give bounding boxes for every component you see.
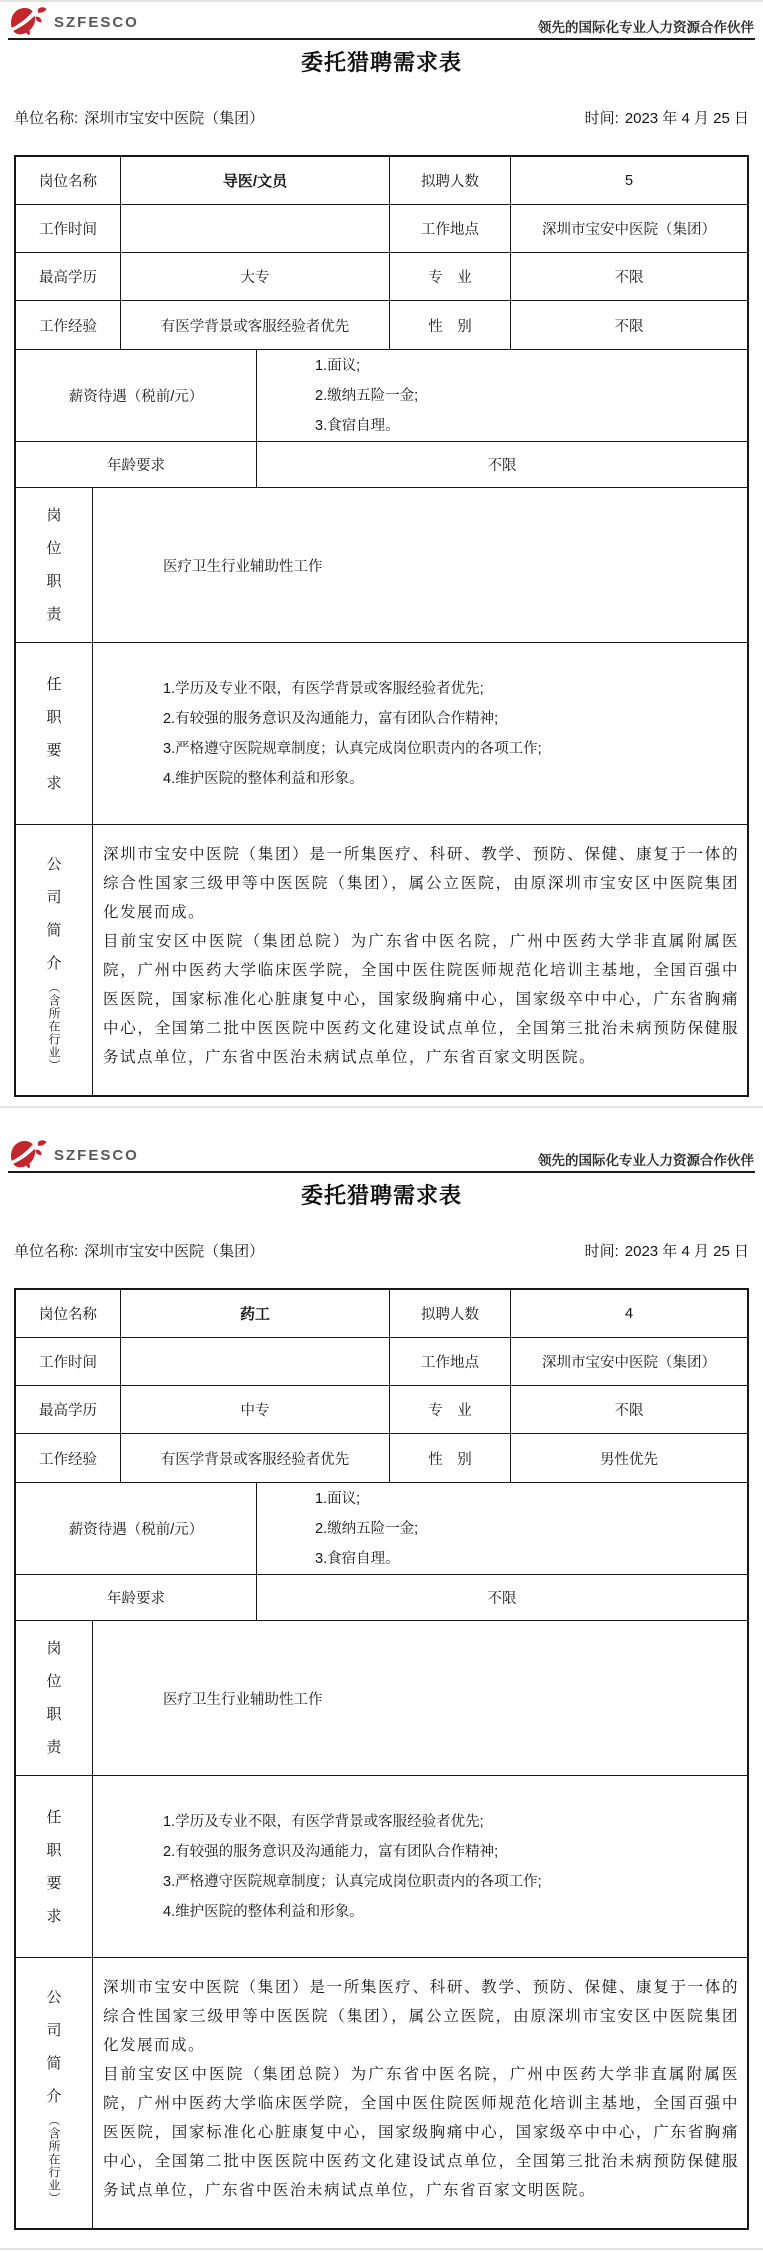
gender-value: 不限 (510, 301, 747, 349)
table-row-salary (16, 349, 747, 441)
table-row-experience (16, 1433, 747, 1482)
requirements-label-char: 职 (46, 708, 62, 726)
form-meta-row (14, 107, 749, 128)
location-value: 深圳市宝安中医院（集团） (510, 1338, 747, 1385)
duty-label-char: 职 (46, 1706, 62, 1723)
table-row-position (16, 157, 747, 204)
position-value: 药工 (120, 1290, 389, 1337)
duty-label-char: 岗 (46, 507, 62, 524)
requirement-line: 1.学历及专业不限，有医学背景或客服经验者优先; (163, 1813, 484, 1830)
table-row-company (16, 824, 747, 1095)
table-row-age (16, 1574, 747, 1620)
salary-line: 3.食宿自理。 (315, 1550, 400, 1567)
form-title: 委托猎聘需求表 (300, 1183, 462, 1208)
company-label-char: 介 (46, 955, 62, 972)
table-row-age (16, 441, 747, 487)
experience-value: 有医学背景或客服经验者优先 (120, 301, 389, 349)
brand-tagline: 领先的国际化专业人力资源合作伙伴 (538, 1153, 754, 1168)
age-value: 不限 (256, 1575, 747, 1620)
requirements-label-char: 职 (46, 1841, 62, 1859)
brand-header (10, 6, 754, 37)
table-row-education (16, 252, 747, 300)
position-label: 岗位名称 (39, 1307, 97, 1323)
table-row-worktime (16, 1337, 747, 1385)
location-label: 工作地点 (389, 1338, 510, 1385)
duty-label-char: 岗 (46, 1640, 62, 1657)
table-row-experience (16, 300, 747, 349)
duty-label (16, 1621, 92, 1775)
headcount-label: 拟聘人数 (389, 157, 510, 204)
szfesco-logo-icon (10, 1140, 47, 1170)
requirements-lines (92, 643, 747, 824)
brand-header (10, 1139, 754, 1170)
company-profile (92, 1958, 747, 2228)
position-label: 岗位名称 (39, 174, 97, 190)
worktime-value (120, 1338, 389, 1385)
company-label (16, 825, 92, 1095)
company-label-sub: （含所在行业） (47, 981, 61, 1072)
experience-label: 工作经验 (39, 1451, 97, 1468)
table-row-position (16, 1290, 747, 1337)
brand-tagline: 领先的国际化专业人力资源合作伙伴 (538, 20, 754, 35)
company-label-char: 司 (46, 889, 62, 906)
location-label: 工作地点 (389, 205, 510, 252)
duty-label-char: 位 (46, 1673, 62, 1690)
education-label: 最高学历 (39, 1403, 97, 1419)
date-label: 时间: (584, 110, 619, 127)
form-date (585, 107, 749, 128)
experience-label: 工作经验 (39, 318, 97, 335)
duty-value: 医疗卫生行业辅助性工作 (92, 488, 747, 642)
table-row-requirements (16, 642, 747, 824)
worktime-value (120, 205, 389, 252)
table-row-requirements (16, 1775, 747, 1957)
education-label: 最高学历 (39, 270, 97, 286)
requirements-label-char: 要 (46, 741, 62, 759)
duty-label-char: 位 (46, 540, 62, 557)
date-value: 2023 年 4 月 25 日 (624, 1243, 749, 1260)
age-label: 年龄要求 (107, 1591, 165, 1607)
salary-line: 2.缴纳五险一金; (315, 387, 419, 404)
table-row-duty (16, 1620, 747, 1775)
salary-line: 3.食宿自理。 (315, 417, 400, 434)
unit-name-value: 深圳市宝安中医院（集团） (84, 110, 265, 127)
company-label-char: 简 (46, 2055, 62, 2072)
requirements-label-char: 任 (46, 1808, 62, 1826)
major-value: 不限 (510, 253, 747, 300)
table-row-worktime (16, 204, 747, 252)
date-value: 2023 年 4 月 25 日 (624, 110, 749, 127)
header-rule (8, 38, 755, 40)
header-rule (8, 1171, 755, 1173)
worktime-label: 工作时间 (39, 222, 97, 238)
company-paragraph: 目前宝安区中医院（集团总院）为广东省中医名院，广州中医药大学非直属附属医院，广州中医药大学临床医学院，全国中医住院医师规范化培训主基地，全国百强中医医院，国家标准化心脏康复中心，国家级胸痛中心，国家级卒中中心，广东省胸痛中心，全国第二批中医医院中医药文化建设试点单位，全国第三批治未病预防保健服务试点单位，广东省中医治未病试点单位，广东省百家文明医院。 (103, 933, 739, 1066)
education-value: 大专 (120, 253, 389, 300)
gender-value: 男性优先 (510, 1434, 747, 1482)
salary-label: 薪资待遇（税前/元） (68, 389, 204, 405)
company-paragraph: 深圳市宝安中医院（集团）是一所集医疗、科研、教学、预防、保健、康复于一体的综合性国家三级甲等中医医院（集团），属公立医院，由原深圳市宝安区中医院集团化发展而成。 (103, 1979, 739, 2054)
job-table (14, 1288, 749, 2230)
table-row-education (16, 1385, 747, 1433)
position-value: 导医/文员 (120, 157, 389, 204)
requirements-label-char: 求 (46, 774, 62, 792)
age-label: 年龄要求 (107, 458, 165, 474)
requirements-label (16, 1776, 92, 1957)
duty-label-char: 责 (46, 606, 62, 623)
form-title: 委托猎聘需求表 (300, 50, 462, 75)
company-label (16, 1958, 92, 2228)
table-row-salary (16, 1482, 747, 1574)
form-meta-row (14, 1240, 749, 1261)
unit-name (14, 1240, 264, 1261)
duty-value: 医疗卫生行业辅助性工作 (92, 1621, 747, 1775)
requirement-line: 2.有较强的服务意识及沟通能力，富有团队合作精神; (163, 1843, 499, 1860)
requirement-line: 4.维护医院的整体利益和形象。 (163, 770, 364, 787)
salary-label: 薪资待遇（税前/元） (68, 1522, 204, 1538)
unit-name-label: 单位名称: (14, 1243, 79, 1260)
brand-logo-text: SZFESCO (54, 1146, 139, 1164)
page-separator-bottom (0, 2248, 763, 2250)
company-label-char: 介 (46, 2088, 62, 2105)
salary-line: 1.面议; (315, 1490, 361, 1507)
requirements-label (16, 643, 92, 824)
date-label: 时间: (584, 1243, 619, 1260)
unit-name-value: 深圳市宝安中医院（集团） (84, 1243, 265, 1260)
major-label: 专 业 (389, 253, 510, 300)
major-label: 专 业 (389, 1386, 510, 1433)
page-separator-middle (0, 1106, 763, 1108)
requirement-line: 4.维护医院的整体利益和形象。 (163, 1903, 364, 1920)
requirement-line: 1.学历及专业不限，有医学背景或客服经验者优先; (163, 680, 484, 697)
location-value: 深圳市宝安中医院（集团） (510, 205, 747, 252)
requirements-lines (92, 1776, 747, 1957)
company-paragraph: 深圳市宝安中医院（集团）是一所集医疗、科研、教学、预防、保健、康复于一体的综合性国家三级甲等中医医院（集团），属公立医院，由原深圳市宝安区中医院集团化发展而成。 (103, 846, 739, 921)
brand-logo (10, 7, 139, 37)
company-label-char: 公 (46, 1989, 62, 2006)
company-label-char: 公 (46, 856, 62, 873)
brand-logo (10, 1140, 139, 1170)
company-paragraph: 目前宝安区中医院（集团总院）为广东省中医名院，广州中医药大学非直属附属医院，广州中医药大学临床医学院，全国中医住院医师规范化培训主基地，全国百强中医医院，国家标准化心脏康复中心，国家级胸痛中心，国家级卒中中心，广东省胸痛中心，全国第二批中医医院中医药文化建设试点单位，全国第三批治未病预防保健服务试点单位，广东省中医治未病试点单位，广东省百家文明医院。 (103, 2066, 739, 2199)
company-label-char: 简 (46, 922, 62, 939)
salary-line: 2.缴纳五险一金; (315, 1520, 419, 1537)
headcount-value: 5 (510, 157, 747, 204)
headcount-value: 4 (510, 1290, 747, 1337)
job-table (14, 155, 749, 1097)
requirements-label-char: 任 (46, 675, 62, 693)
company-label-char: 司 (46, 2022, 62, 2039)
duty-label (16, 488, 92, 642)
requirements-label-char: 求 (46, 1907, 62, 1925)
requirement-line: 3.严格遵守医院规章制度；认真完成岗位职责内的各项工作; (163, 1873, 542, 1890)
age-value: 不限 (256, 442, 747, 487)
gender-label: 性 别 (389, 1434, 510, 1482)
salary-lines (256, 350, 747, 441)
salary-line: 1.面议; (315, 357, 361, 374)
headcount-label: 拟聘人数 (389, 1290, 510, 1337)
unit-name (14, 107, 264, 128)
worktime-label: 工作时间 (39, 1355, 97, 1371)
requirement-line: 2.有较强的服务意识及沟通能力，富有团队合作精神; (163, 710, 499, 727)
requirements-label-char: 要 (46, 1874, 62, 1892)
recruitment-form (0, 1135, 763, 2235)
requirement-line: 3.严格遵守医院规章制度；认真完成岗位职责内的各项工作; (163, 740, 542, 757)
company-label-sub: （含所在行业） (47, 2114, 61, 2205)
experience-value: 有医学背景或客服经验者优先 (120, 1434, 389, 1482)
major-value: 不限 (510, 1386, 747, 1433)
company-profile (92, 825, 747, 1095)
szfesco-logo-icon (10, 7, 47, 37)
form-date (585, 1240, 749, 1261)
duty-label-char: 责 (46, 1739, 62, 1756)
unit-name-label: 单位名称: (14, 110, 79, 127)
education-value: 中专 (120, 1386, 389, 1433)
duty-label-char: 职 (46, 573, 62, 590)
table-row-duty (16, 487, 747, 642)
gender-label: 性 别 (389, 301, 510, 349)
brand-logo-text: SZFESCO (54, 13, 139, 31)
table-row-company (16, 1957, 747, 2228)
salary-lines (256, 1483, 747, 1574)
recruitment-form (0, 2, 763, 1102)
